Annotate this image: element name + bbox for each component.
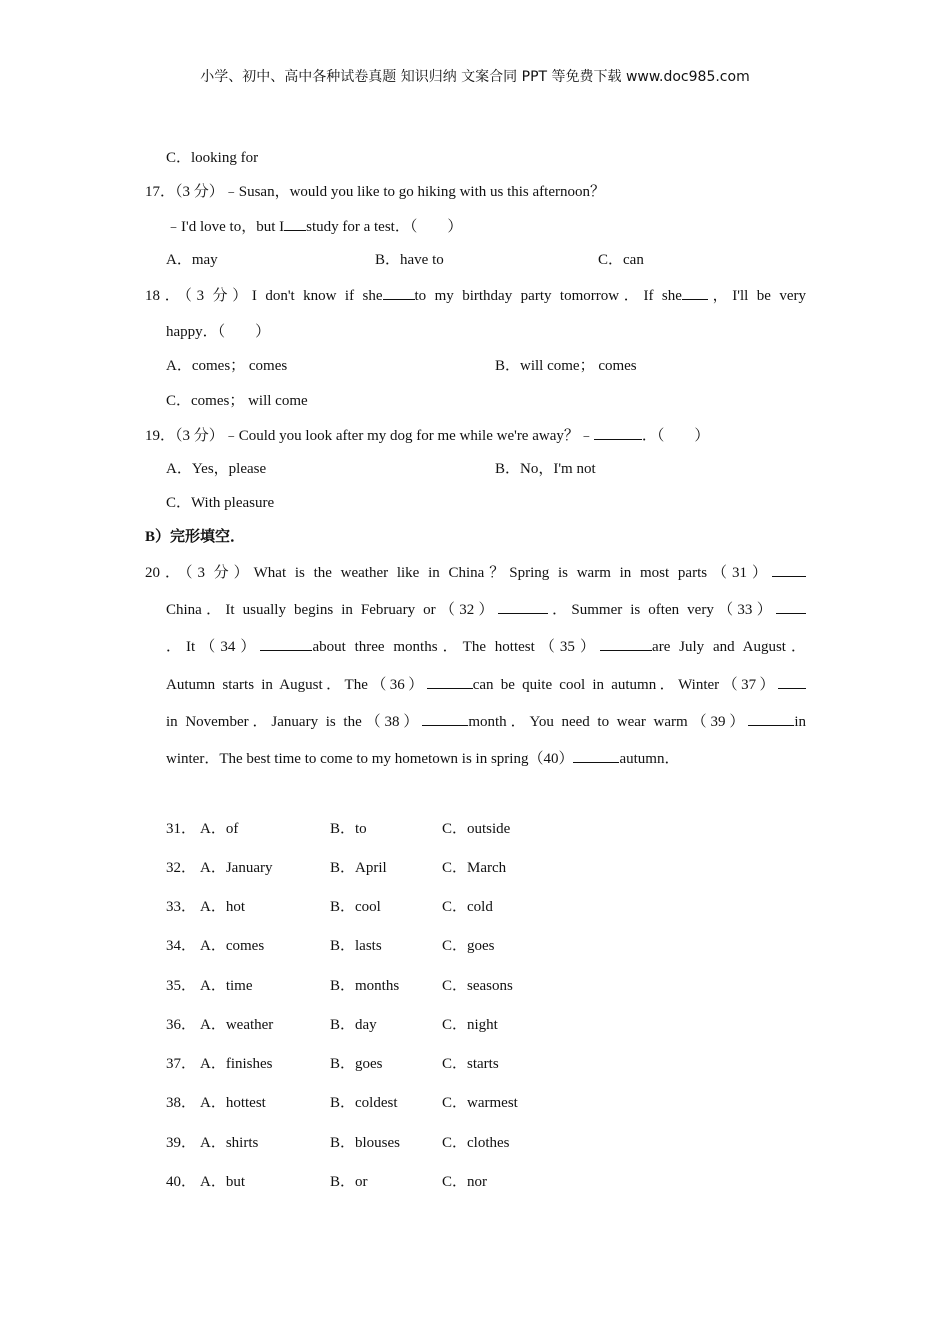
choice-number: 40． xyxy=(166,1174,197,1190)
q17-option-a: A．may xyxy=(166,252,218,268)
q20-blank-34 xyxy=(260,636,312,651)
choice-number: 38． xyxy=(166,1095,197,1111)
choice-option-c: C．goes xyxy=(442,938,495,954)
choice-option-c: C．March xyxy=(442,860,507,876)
q20-line-5-text-a: in November．January is the（38） xyxy=(166,714,423,730)
choice-option-a: A．shirts xyxy=(200,1135,259,1151)
choice-option-a: A．time xyxy=(200,978,253,994)
q20-blank-37 xyxy=(778,674,806,689)
choice-number: 32． xyxy=(166,860,197,876)
choice-option-a: A．comes xyxy=(200,938,265,954)
q18-stem-start: 18．（3 分）I don't know if she xyxy=(145,288,383,304)
page-header-watermark: 小学、初中、高中各种试卷真题 知识归纳 文案合同 PPT 等免费下载 www.doc985.com xyxy=(200,69,750,85)
choice-option-c: C．clothes xyxy=(442,1135,510,1151)
choice-option-a: A．of xyxy=(200,821,239,837)
q20-line-6 xyxy=(166,748,679,769)
q17-stem: 17．（3 分）﹣Susan，would you like to go hiking with us this afternoon？ xyxy=(145,184,605,200)
q20-line-2-text-b: ．Summer is often very（33） xyxy=(547,602,777,618)
choice-option-c: C．warmest xyxy=(442,1095,518,1111)
q20-line-1 xyxy=(145,562,806,583)
choice-number: 34． xyxy=(166,938,197,954)
q17-reply-start: ﹣I'd love to，but I xyxy=(166,219,285,235)
q20-blank-35 xyxy=(600,636,652,651)
choice-option-b: B．coldest xyxy=(330,1095,398,1111)
choice-number: 37． xyxy=(166,1056,197,1072)
choice-option-c: C．outside xyxy=(442,821,511,837)
q20-line-6-text-b: autumn． xyxy=(619,751,680,767)
q19-stem-end: ．（ ） xyxy=(641,428,710,444)
q18-blank-1 xyxy=(383,285,415,300)
choice-option-c: C．cold xyxy=(442,899,493,915)
q19-option-a: A．Yes，please xyxy=(166,461,267,477)
q18-stem-mid: to my birthday party tomorrow．If she xyxy=(414,288,682,304)
choice-option-b: B．lasts xyxy=(330,938,382,954)
q20-line-4 xyxy=(166,674,806,695)
q20-blank-32 xyxy=(498,599,548,614)
choice-number: 33． xyxy=(166,899,197,915)
q18-stem-end: ，I'll be very xyxy=(707,288,806,304)
q20-line-5 xyxy=(166,711,806,732)
q20-line-4-text-b: can be quite cool in autumn．Winter（37） xyxy=(472,677,779,693)
choice-option-b: B．day xyxy=(330,1017,377,1033)
q20-blank-36 xyxy=(427,674,473,689)
q20-blank-40 xyxy=(573,748,619,763)
q17-reply-end: study for a test．（ ） xyxy=(306,219,463,235)
choice-option-b: B．months xyxy=(330,978,400,994)
q20-line-2-text-a: China．It usually begins in February or（32） xyxy=(166,602,498,618)
choice-option-c: C．night xyxy=(442,1017,498,1033)
q19-option-c: C．With pleasure xyxy=(166,495,275,511)
choice-option-b: B．goes xyxy=(330,1056,383,1072)
q17-blank xyxy=(284,216,306,231)
q19-stem-text: 19．（3 分）﹣Could you look after my dog for me while we're away？﹣ xyxy=(145,428,594,444)
q20-line-1-text: 20．（3 分）What is the weather like in China？Spring is warm in most parts（31） xyxy=(145,565,772,581)
q18-option-b: B．will come； comes xyxy=(495,358,637,374)
choice-option-a: A．but xyxy=(200,1174,246,1190)
choice-option-b: B．or xyxy=(330,1174,368,1190)
q20-line-5-text-c: in xyxy=(794,714,806,730)
choice-number: 39． xyxy=(166,1135,197,1151)
q17-option-c: C．can xyxy=(598,252,644,268)
q20-line-2 xyxy=(166,599,806,620)
q17-option-b: B．have to xyxy=(375,252,444,268)
q20-line-4-text-a: Autumn starts in August．The（36） xyxy=(166,677,427,693)
q18-stem-line2: happy．（ ） xyxy=(166,324,271,340)
choice-option-a: A．hot xyxy=(200,899,246,915)
choice-option-c: C．seasons xyxy=(442,978,513,994)
choice-option-a: A．January xyxy=(200,860,273,876)
q18-option-c: C．comes； will come xyxy=(166,393,308,409)
choice-option-b: B．cool xyxy=(330,899,381,915)
choice-option-c: C．nor xyxy=(442,1174,488,1190)
q20-line-5-text-b: month．You need to wear warm（39） xyxy=(468,714,749,730)
q20-line-3 xyxy=(166,636,806,657)
q18-option-a: A．comes； comes xyxy=(166,358,288,374)
choice-number: 31． xyxy=(166,821,197,837)
choice-number: 35． xyxy=(166,978,197,994)
q18-stem xyxy=(145,285,806,306)
choice-option-b: B．April xyxy=(330,860,387,876)
q20-line-6-text-a: winter．The best time to come to my hometown is in spring（40） xyxy=(166,751,574,767)
choice-option-b: B．blouses xyxy=(330,1135,401,1151)
q20-blank-38 xyxy=(422,711,468,726)
q20-blank-33 xyxy=(776,599,806,614)
choice-option-a: A．hottest xyxy=(200,1095,266,1111)
q20-blank-31 xyxy=(772,562,806,577)
choice-option-a: A．finishes xyxy=(200,1056,273,1072)
q19-stem xyxy=(145,425,709,446)
q20-line-3-text-b: about three months．The hottest（35） xyxy=(312,639,601,655)
q20-blank-39 xyxy=(748,711,794,726)
choice-option-b: B．to xyxy=(330,821,367,837)
choice-number: 36． xyxy=(166,1017,197,1033)
choice-option-c: C．starts xyxy=(442,1056,499,1072)
q20-line-3-text-a: ．It（34） xyxy=(166,639,261,655)
section-b-title: B）完形填空． xyxy=(145,529,246,545)
q17-reply xyxy=(166,216,462,237)
q19-blank xyxy=(594,425,642,440)
q16-option-c: C．looking for xyxy=(166,150,259,166)
q19-option-b: B．No，I'm not xyxy=(495,461,596,477)
q20-line-3-text-c: are July and August． xyxy=(652,639,807,655)
choice-option-a: A．weather xyxy=(200,1017,274,1033)
q18-blank-2 xyxy=(682,285,708,300)
